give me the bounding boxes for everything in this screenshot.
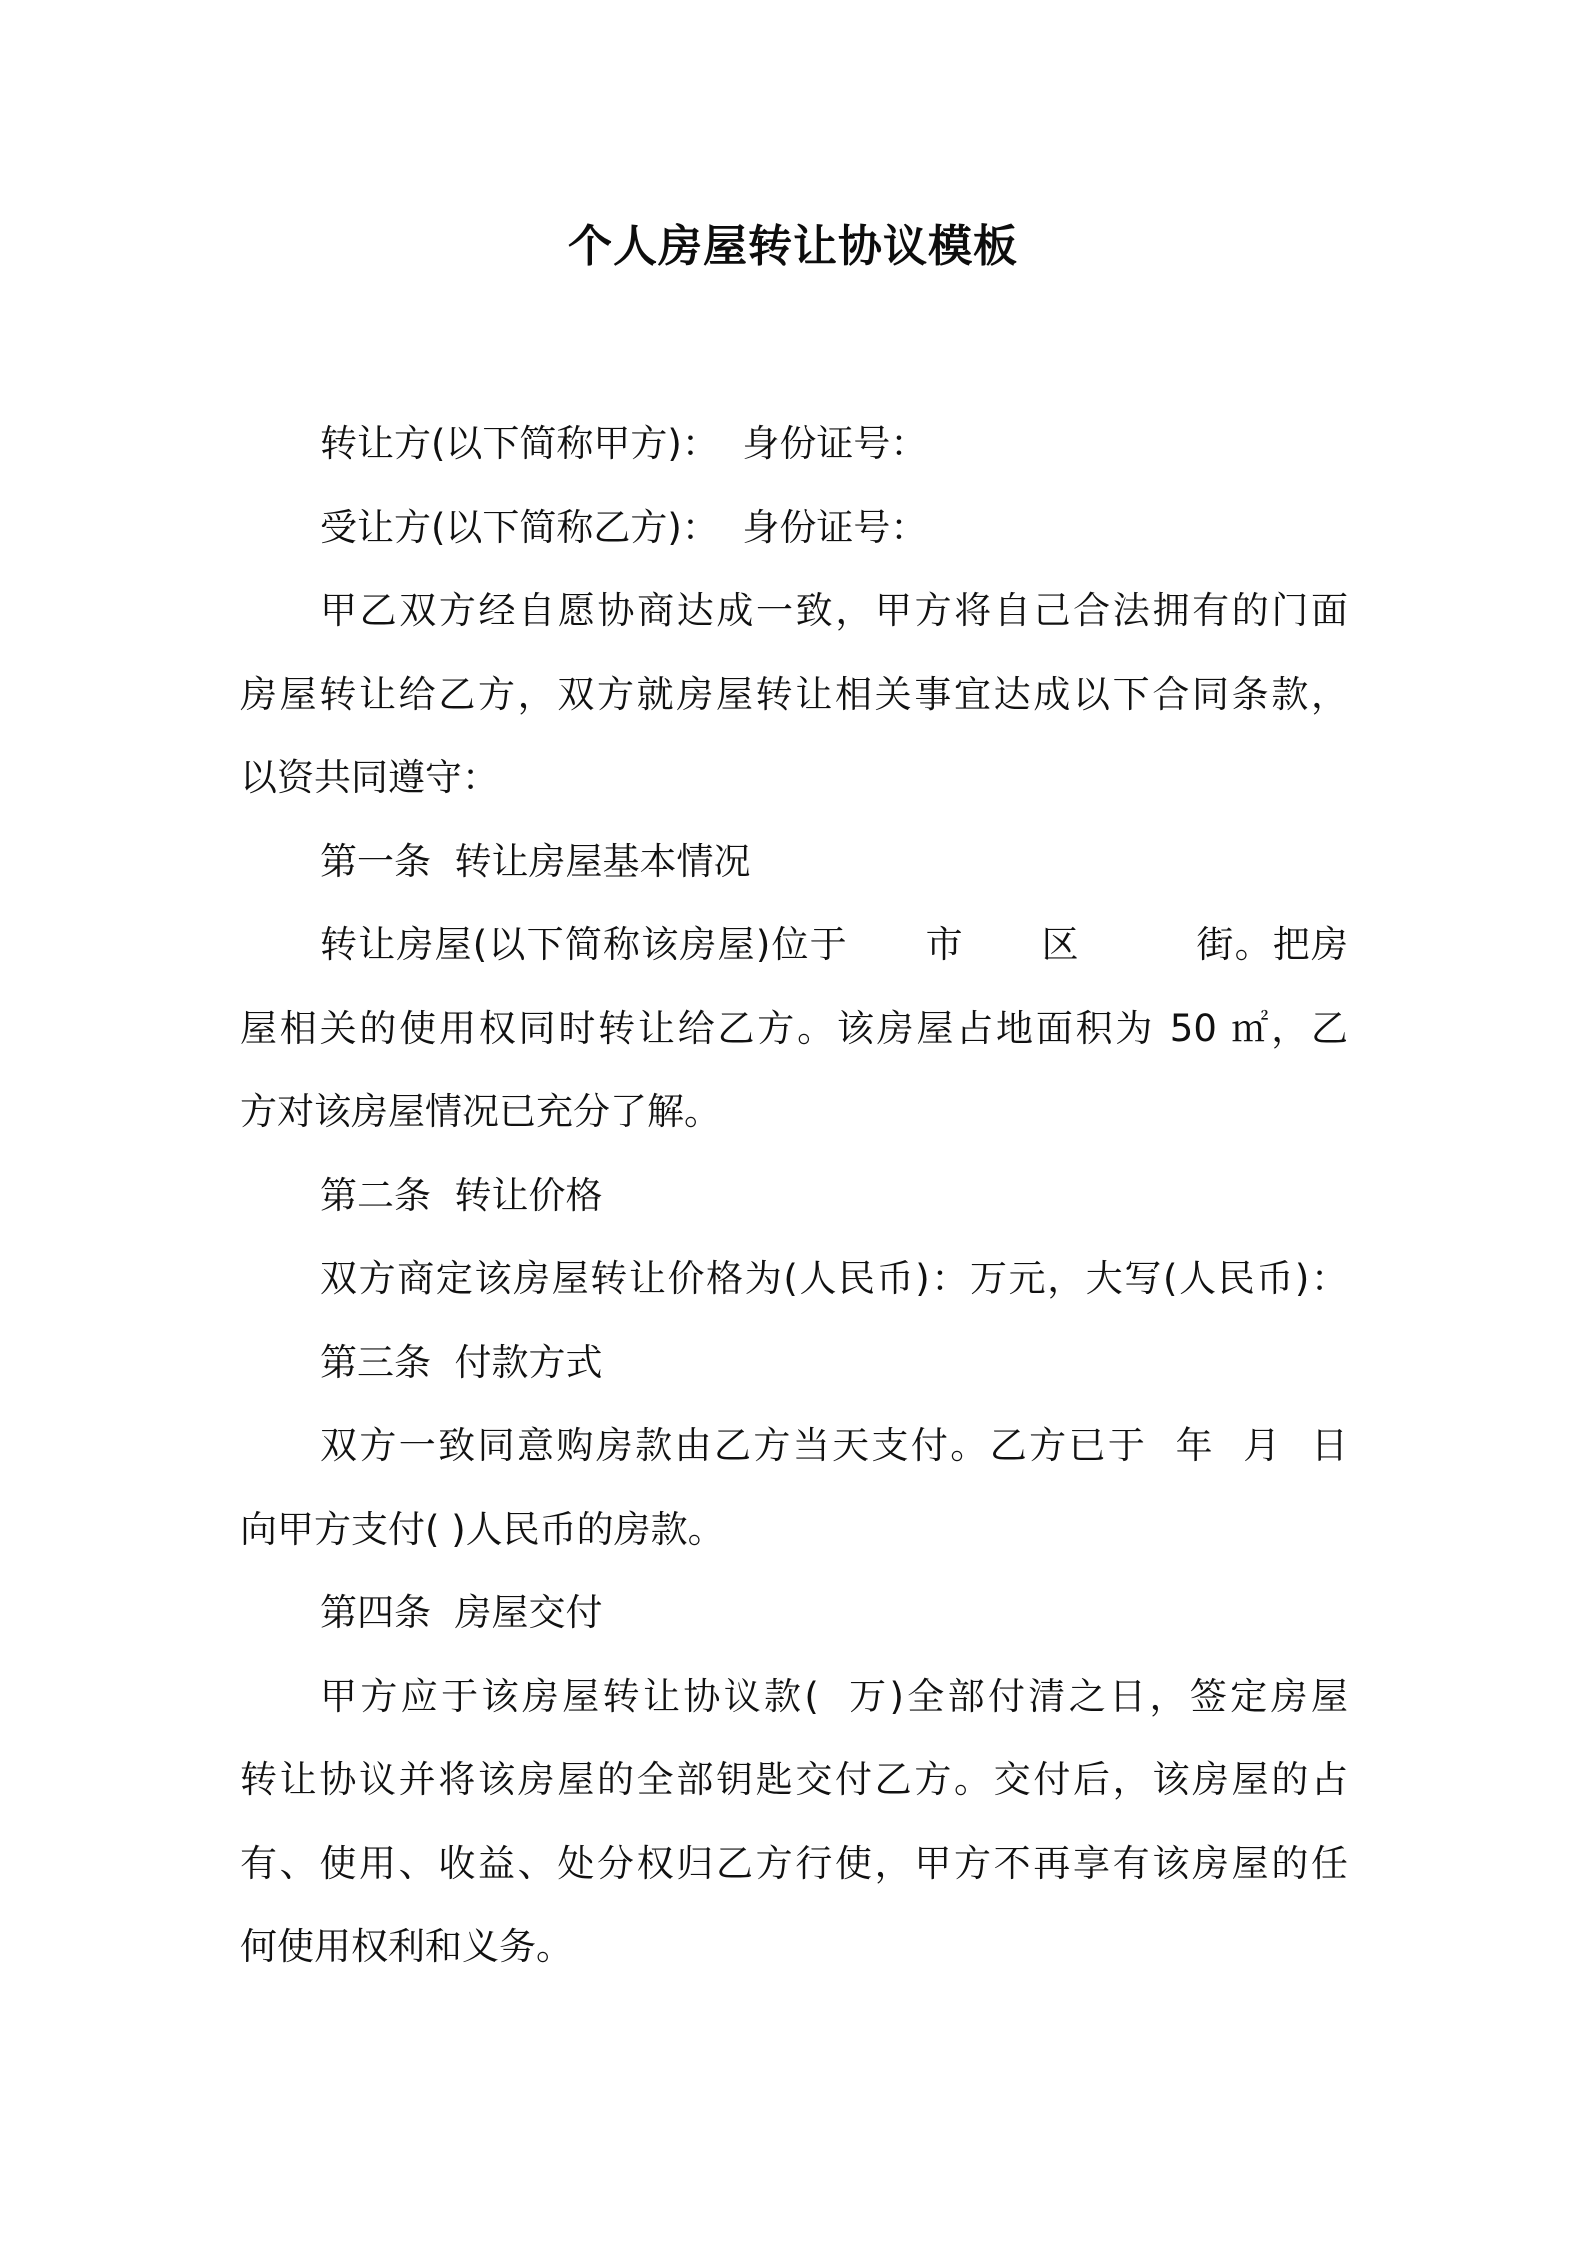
article-4-line: 转让协议并将该房屋的全部钥匙交付乙方。交付后，该房屋的占 — [240, 1758, 1348, 1801]
party-b-line: 受让方(以下简称乙方)： 身份证号： — [320, 505, 928, 549]
article-2-heading: 第二条 转让价格 — [320, 1173, 603, 1217]
article-3-line: 双方一致同意购房款由乙方当天支付。乙方已于 年 月 日 — [320, 1424, 1348, 1467]
article-2-line: 双方商定该房屋转让价格为(人民币)：万元，大写(人民币)： — [320, 1257, 1348, 1300]
article-3-heading: 第三条 付款方式 — [320, 1340, 603, 1384]
article-4-line: 甲方应于该房屋转让协议款( 万)全部付清之日，签定房屋 — [320, 1674, 1348, 1718]
intro-paragraph-line: 甲乙双方经自愿协商达成一致，甲方将自己合法拥有的门面 — [320, 589, 1348, 632]
article-1-line: 屋相关的使用权同时转让给乙方。该房屋占地面积为 50 ㎡，乙 — [240, 1006, 1348, 1050]
article-4-heading: 第四条 房屋交付 — [320, 1591, 603, 1634]
intro-paragraph-line: 以资共同遵守： — [240, 756, 499, 799]
article-4-line: 何使用权利和义务。 — [240, 1925, 573, 1968]
article-3-line: 向甲方支付( )人民币的房款。 — [240, 1507, 725, 1551]
article-1-line: 转让房屋(以下简称该房屋)位于 市 区 街。把房 — [320, 923, 1348, 966]
article-4-line: 有、使用、收益、处分权归乙方行使，甲方不再享有该房屋的任 — [240, 1841, 1348, 1885]
article-1-heading: 第一条 转让房屋基本情况 — [320, 839, 751, 883]
intro-paragraph-line: 房屋转让给乙方，双方就房屋转让相关事宜达成以下合同条款， — [240, 672, 1348, 716]
article-1-line: 方对该房屋情况已充分了解。 — [240, 1090, 721, 1133]
document-title: 个人房屋转让协议模板 — [568, 221, 1018, 272]
document-body — [240, 402, 1348, 1989]
party-a-line: 转让方(以下简称甲方)： 身份证号： — [320, 422, 928, 465]
